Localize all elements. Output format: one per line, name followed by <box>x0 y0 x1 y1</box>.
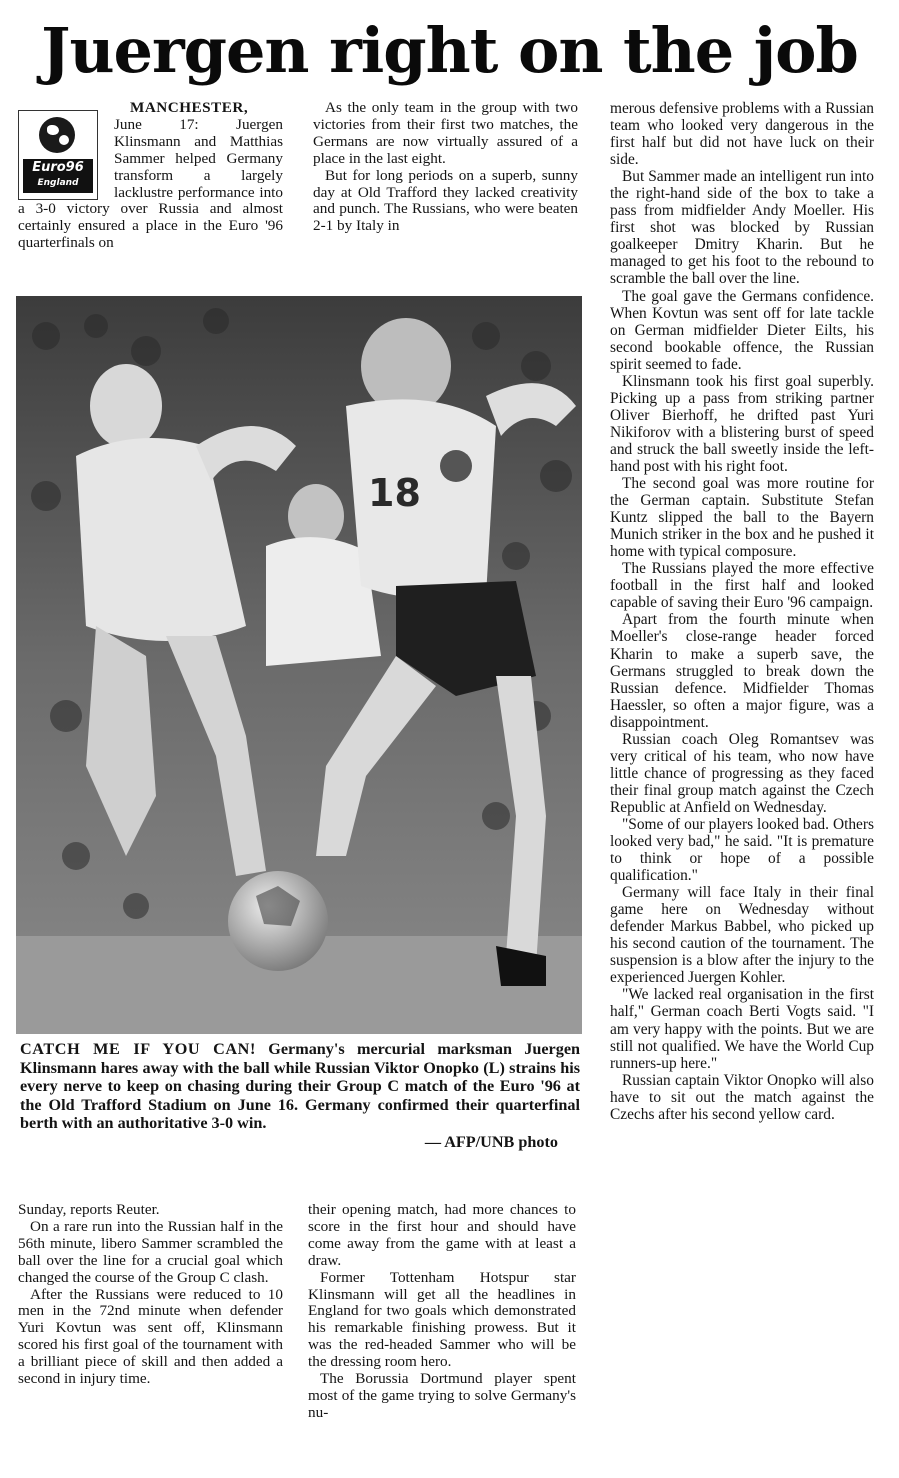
article-paragraph: But for long periods on a superb, sunny day at Old Trafford they lacked creativity and punch. The Russians, who were beaten 2-1 by Italy in <box>313 166 578 235</box>
headline: Juergen right on the job <box>41 14 858 87</box>
jersey-number: 18 <box>368 471 421 515</box>
article-paragraph: The goal gave the Germans confidence. When Kovtun was sent off for late tackle on German midfielder Dieter Eilts, his second bookable offence, the Russian spirit seemed to fade. <box>610 287 874 373</box>
article-paragraph: The Borussia Dortmund player spent most of the game trying to solve Germany's nu- <box>308 1370 576 1421</box>
column-2-bottom <box>308 1202 576 1472</box>
article-paragraph: After the Russians were reduced to 10 men in the 72nd minute when defender Yuri Kovtun was sent off, Klinsmann scored his first goal of the tournament with a brilliant piece of skill and then added a second in injury time. <box>18 1285 283 1388</box>
caption-body: Germany's mercurial marksman Juergen Klinsmann hares away with the ball while Russian Viktor Onopko (L) strains his every nerve to keep on chasing during their Group C match of the Euro '96 at the Old Trafford Stadium on June 16. Germany confirmed their quarterfinal berth with an authoritative 3-0 win. <box>20 1040 581 1133</box>
article-paragraph: But Sammer made an intelligent run into the right-hand side of the box to take a pass from midfielder Andy Moeller. His first shot was blocked by Russian goalkeeper Dmitry Kharin. But he managed to get his foot to the rebound to scramble the ball over the line. <box>610 168 874 288</box>
article-paragraph: Sunday, reports Reuter. <box>18 1202 160 1218</box>
article-paragraph: Russian coach Oleg Romantsev was very critical of his team, who now have little chance of progressing as they faced their final group match against the Czech Republic at Anfield on Wednesday. <box>610 730 874 816</box>
article-paragraph: merous defensive problems with a Russian team who looked very dangerous in the first half but did not have luck on their side. <box>610 100 874 169</box>
article-lead-text: June 17: Juergen Klinsmann and Matthias Sammer helped Germany transform a largely lacklustre performance into a 3-0 victory over Russia and almost certainly ensured a place in the Euro '96 quarterfinals on <box>18 115 283 252</box>
photo-credit: — AFP/UNB photo <box>424 1132 558 1151</box>
article-paragraph: Apart from the fourth minute when Moeller's close-range header forced Kharin to make a superb save, the Germans struggled to break down the Russian defence. Midfielder Thomas Haessler, so often a major figure, was a disappointment. <box>610 611 874 731</box>
match-photo <box>16 296 582 1034</box>
article-paragraph: The second goal was more routine for the German captain. Substitute Stefan Kuntz slipped the ball to the Bayern Munich striker in the box and he pushed it home with typical composure. <box>610 475 874 561</box>
logo-text: Euro96 <box>32 160 84 175</box>
article-paragraph: As the only team in the group with two victories from their first two matches, the Germans are now virtually assured of a place in the last eight. <box>313 100 578 167</box>
article-paragraph: Germany will face Italy in their final game here on Wednesday without defender Markus Babbel, who picked up his second caution of the tournament. The suspension is a blow after the injury to the experienced Juergen Kohler. <box>610 884 874 987</box>
article-paragraph: "Some of our players looked bad. Others looked very bad," he said. "It is premature to think or hope of a possible qualification." <box>610 815 874 885</box>
article-paragraph: "We lacked real organisation in the first half," German coach Berti Vogts said. "I am very happy with the points. But we are still not qualified. We have the World Cup runners-up here." <box>610 986 874 1072</box>
photo-caption <box>20 1040 580 1192</box>
dateline: MANCHESTER, <box>130 100 249 116</box>
column-3 <box>610 100 874 1472</box>
column-2-top <box>313 100 578 292</box>
caption-lead: CATCH ME IF YOU CAN! <box>20 1040 256 1058</box>
article-paragraph: Former Tottenham Hotspur star Klinsmann will get all the headlines in England for two goals which demonstrated his remarkable finishing prowess. But it was the red-headed Sammer who will be the dressing room hero. <box>308 1268 576 1371</box>
article-paragraph: The Russians played the more effective football in the first half and looked capable of saving their Euro '96 campaign. <box>610 560 874 612</box>
column-1-top <box>18 100 283 292</box>
article-paragraph: On a rare run into the Russian half in the 56th minute, libero Sammer scrambled the ball over the line for a crucial goal which changed the course of the Group C clash. <box>18 1217 283 1286</box>
logo-subtext: England <box>37 178 79 188</box>
article-paragraph: Russian captain Viktor Onopko will also have to sit out the match against the Czechs after his second yellow card. <box>610 1071 874 1123</box>
photo-illustration <box>16 296 582 1034</box>
column-1-bottom <box>18 1202 283 1472</box>
article-paragraph: Klinsmann took his first goal superbly. Picking up a pass from striking partner Oliver Bierhoff, he drifted past Yuri Nikiforov with a blistering burst of speed and struck the ball sweetly inside the left-hand post with his right foot. <box>610 372 874 475</box>
article-paragraph: their opening match, had more chances to score in the first hour and should have come away from the game with at least a draw. <box>308 1202 576 1269</box>
